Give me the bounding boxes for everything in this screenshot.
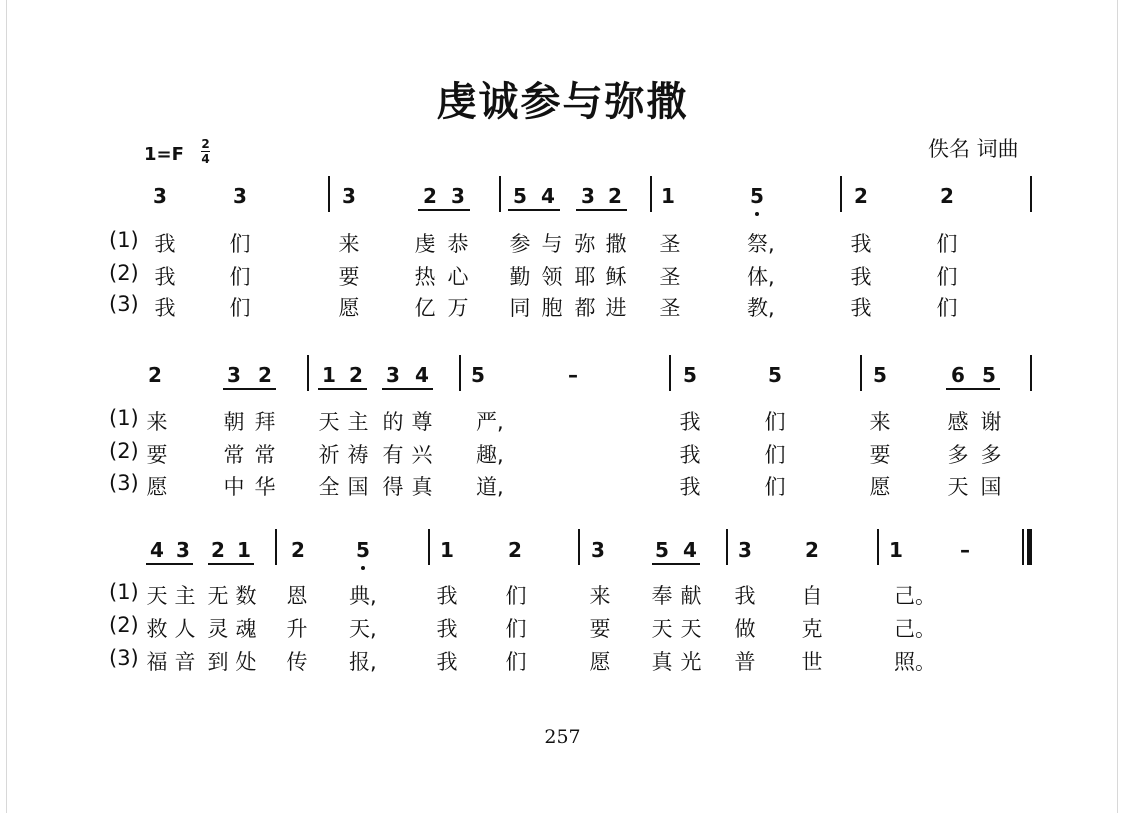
barline xyxy=(726,529,728,565)
lyric-syllable: 主 xyxy=(174,584,196,608)
lyric-syllable: 领 xyxy=(541,265,563,289)
barline xyxy=(428,529,430,565)
lyric-syllable: 献 xyxy=(680,584,702,608)
barline xyxy=(860,355,862,391)
lyric-syllable: 心 xyxy=(447,265,469,289)
eighth-note-underline xyxy=(208,563,254,565)
lyric-syllable: 撒 xyxy=(605,232,627,256)
note: 3 xyxy=(227,363,241,387)
verse-number: (3) xyxy=(109,471,139,495)
time-signature-top: 2 xyxy=(201,137,210,151)
lyric-syllable: 我 xyxy=(850,232,872,256)
eighth-note-underline xyxy=(418,209,470,211)
lyric-syllable: 天 xyxy=(680,617,702,641)
lyric-syllable: 祭, xyxy=(747,232,775,256)
lyric-syllable: 主 xyxy=(347,410,369,434)
lyric-syllable: 我 xyxy=(154,296,176,320)
lyric-syllable: 朝 xyxy=(223,410,245,434)
final-barline-thin xyxy=(1022,529,1024,565)
lyric-syllable: 感 xyxy=(947,410,969,434)
lyric-syllable: 亿 xyxy=(414,296,436,320)
lyric-syllable: 尊 xyxy=(411,410,433,434)
note: 1 xyxy=(661,184,675,208)
barline xyxy=(669,355,671,391)
lyric-syllable: 灵 xyxy=(207,617,229,641)
lyric-syllable: 到 xyxy=(207,650,229,674)
lyric-syllable: 恭 xyxy=(447,232,469,256)
lyric-syllable: 与 xyxy=(541,232,563,256)
lyric-syllable: 传 xyxy=(286,650,308,674)
song-title: 虔诚参与弥撒 xyxy=(436,79,689,125)
lyric-syllable: 我 xyxy=(679,475,701,499)
lyric-syllable: 全 xyxy=(318,475,340,499)
note: 3 xyxy=(738,538,752,562)
lyric-syllable: 们 xyxy=(229,232,251,256)
note: 1 xyxy=(237,538,251,562)
lyric-syllable: 奉 xyxy=(651,584,673,608)
lyric-syllable: 们 xyxy=(229,296,251,320)
lyric-syllable: 弥 xyxy=(574,232,596,256)
barline xyxy=(578,529,580,565)
page-number: 257 xyxy=(544,726,581,748)
verse-number: (3) xyxy=(109,646,139,670)
lyric-syllable: 教, xyxy=(747,296,775,320)
final-barline-thick xyxy=(1027,529,1032,565)
note: 5 xyxy=(513,184,527,208)
note: 2 xyxy=(291,538,305,562)
note: – xyxy=(960,538,970,562)
note: 4 xyxy=(415,363,429,387)
time-signature-bottom: 4 xyxy=(201,152,210,166)
note: 6 xyxy=(951,363,965,387)
lyric-syllable: 兴 xyxy=(411,443,433,467)
lyric-syllable: 真 xyxy=(651,650,673,674)
barline xyxy=(650,176,652,212)
lyric-syllable: 我 xyxy=(850,265,872,289)
verse-number: (3) xyxy=(109,292,139,316)
lyric-syllable: 来 xyxy=(589,584,611,608)
lyric-syllable: 我 xyxy=(154,232,176,256)
lyric-syllable: 常 xyxy=(254,443,276,467)
lyric-syllable: 得 xyxy=(382,475,404,499)
lyric-syllable: 光 xyxy=(680,650,702,674)
lyric-syllable: 报, xyxy=(349,650,377,674)
verse-number: (1) xyxy=(109,406,139,430)
lyric-syllable: 国 xyxy=(347,475,369,499)
key-signature: 1=F xyxy=(144,144,184,165)
lyric-syllable: 胞 xyxy=(541,296,563,320)
lyric-syllable: 愿 xyxy=(146,475,168,499)
lyric-syllable: 己。 xyxy=(894,584,936,608)
time-signature xyxy=(201,138,210,165)
lyric-syllable: 要 xyxy=(146,443,168,467)
lyric-syllable: 来 xyxy=(338,232,360,256)
eighth-note-underline xyxy=(223,388,276,390)
lyric-syllable: 多 xyxy=(947,443,969,467)
lyric-syllable: 祈 xyxy=(318,443,340,467)
lyric-syllable: 我 xyxy=(734,584,756,608)
note: 5 xyxy=(356,538,370,562)
lyric-syllable: 天 xyxy=(947,475,969,499)
eighth-note-underline xyxy=(382,388,433,390)
note: – xyxy=(568,363,578,387)
lyric-syllable: 同 xyxy=(509,296,531,320)
lyric-syllable: 有 xyxy=(382,443,404,467)
lyric-syllable: 魂 xyxy=(235,617,257,641)
lyric-syllable: 恩 xyxy=(286,584,308,608)
note: 1 xyxy=(440,538,454,562)
lyric-syllable: 虔 xyxy=(414,232,436,256)
lyric-syllable: 愿 xyxy=(869,475,891,499)
lyric-syllable: 要 xyxy=(869,443,891,467)
note: 2 xyxy=(854,184,868,208)
note: 3 xyxy=(342,184,356,208)
note: 2 xyxy=(148,363,162,387)
barline xyxy=(840,176,842,212)
lyric-syllable: 天 xyxy=(651,617,673,641)
note: 5 xyxy=(471,363,485,387)
lyric-syllable: 我 xyxy=(436,650,458,674)
lyric-syllable: 典, xyxy=(349,584,377,608)
lyric-syllable: 我 xyxy=(436,584,458,608)
lyric-syllable: 真 xyxy=(411,475,433,499)
note: 3 xyxy=(591,538,605,562)
note: 5 xyxy=(750,184,764,208)
eighth-note-underline xyxy=(576,209,627,211)
note: 5 xyxy=(768,363,782,387)
note: 3 xyxy=(386,363,400,387)
barline xyxy=(275,529,277,565)
note: 3 xyxy=(451,184,465,208)
barline xyxy=(877,529,879,565)
note: 2 xyxy=(211,538,225,562)
lyric-syllable: 处 xyxy=(235,650,257,674)
lyric-syllable: 自 xyxy=(801,584,823,608)
lyric-syllable: 做 xyxy=(734,617,756,641)
barline xyxy=(328,176,330,212)
note: 1 xyxy=(322,363,336,387)
lyric-syllable: 世 xyxy=(801,650,823,674)
verse-number: (2) xyxy=(109,613,139,637)
lyric-syllable: 趣, xyxy=(476,443,504,467)
lyric-syllable: 我 xyxy=(154,265,176,289)
composer-credit: 佚名 词曲 xyxy=(928,137,1019,161)
note: 2 xyxy=(508,538,522,562)
verse-number: (1) xyxy=(109,580,139,604)
lyric-syllable: 数 xyxy=(235,584,257,608)
lyric-syllable: 无 xyxy=(207,584,229,608)
lyric-syllable: 热 xyxy=(414,265,436,289)
lyric-syllable: 我 xyxy=(436,617,458,641)
lyric-syllable: 们 xyxy=(505,584,527,608)
lyric-syllable: 万 xyxy=(447,296,469,320)
note: 1 xyxy=(889,538,903,562)
barline xyxy=(1030,176,1032,212)
barline xyxy=(459,355,461,391)
note: 5 xyxy=(982,363,996,387)
lyric-syllable: 天 xyxy=(146,584,168,608)
lyric-syllable: 普 xyxy=(734,650,756,674)
lyric-syllable: 福 xyxy=(146,650,168,674)
barline xyxy=(499,176,501,212)
note: 2 xyxy=(608,184,622,208)
lyric-syllable: 多 xyxy=(980,443,1002,467)
lyric-syllable: 们 xyxy=(936,296,958,320)
verse-number: (2) xyxy=(109,439,139,463)
lyric-syllable: 们 xyxy=(505,650,527,674)
lyric-syllable: 道, xyxy=(476,475,504,499)
verse-number: (2) xyxy=(109,261,139,285)
lyric-syllable: 华 xyxy=(254,475,276,499)
lyric-syllable: 我 xyxy=(679,443,701,467)
lyric-syllable: 耶 xyxy=(574,265,596,289)
lyric-syllable: 们 xyxy=(229,265,251,289)
note: 2 xyxy=(423,184,437,208)
lyric-syllable: 愿 xyxy=(589,650,611,674)
note: 5 xyxy=(873,363,887,387)
lyric-syllable: 来 xyxy=(869,410,891,434)
lyric-syllable: 勤 xyxy=(509,265,531,289)
lyric-syllable: 常 xyxy=(223,443,245,467)
lyric-syllable: 克 xyxy=(801,617,823,641)
lyric-syllable: 国 xyxy=(980,475,1002,499)
eighth-note-underline xyxy=(652,563,700,565)
note: 4 xyxy=(541,184,555,208)
eighth-note-underline xyxy=(146,563,193,565)
lyric-syllable: 人 xyxy=(174,617,196,641)
note: 3 xyxy=(581,184,595,208)
octave-dot-below xyxy=(361,566,365,570)
barline xyxy=(1030,355,1032,391)
eighth-note-underline xyxy=(318,388,367,390)
note: 5 xyxy=(655,538,669,562)
lyric-syllable: 要 xyxy=(589,617,611,641)
octave-dot-below xyxy=(755,212,759,216)
note: 2 xyxy=(349,363,363,387)
lyric-syllable: 我 xyxy=(850,296,872,320)
lyric-syllable: 都 xyxy=(574,296,596,320)
lyric-syllable: 进 xyxy=(605,296,627,320)
note: 2 xyxy=(940,184,954,208)
lyric-syllable: 己。 xyxy=(894,617,936,641)
lyric-syllable: 我 xyxy=(679,410,701,434)
lyric-syllable: 们 xyxy=(764,475,786,499)
lyric-syllable: 们 xyxy=(764,410,786,434)
eighth-note-underline xyxy=(946,388,1000,390)
lyric-syllable: 圣 xyxy=(659,232,681,256)
lyric-syllable: 天, xyxy=(349,617,377,641)
note: 4 xyxy=(683,538,697,562)
lyric-syllable: 祷 xyxy=(347,443,369,467)
lyric-syllable: 们 xyxy=(936,265,958,289)
eighth-note-underline xyxy=(508,209,560,211)
lyric-syllable: 严, xyxy=(476,410,504,434)
lyric-syllable: 拜 xyxy=(254,410,276,434)
lyric-syllable: 照。 xyxy=(894,650,936,674)
note: 3 xyxy=(153,184,167,208)
lyric-syllable: 参 xyxy=(509,232,531,256)
lyric-syllable: 天 xyxy=(318,410,340,434)
note: 5 xyxy=(683,363,697,387)
lyric-syllable: 来 xyxy=(146,410,168,434)
lyric-syllable: 升 xyxy=(286,617,308,641)
lyric-syllable: 们 xyxy=(764,443,786,467)
note: 2 xyxy=(258,363,272,387)
barline xyxy=(307,355,309,391)
lyric-syllable: 们 xyxy=(505,617,527,641)
lyric-syllable: 要 xyxy=(338,265,360,289)
note: 3 xyxy=(176,538,190,562)
lyric-syllable: 谢 xyxy=(980,410,1002,434)
lyric-syllable: 圣 xyxy=(659,265,681,289)
lyric-syllable: 的 xyxy=(382,410,404,434)
lyric-syllable: 中 xyxy=(223,475,245,499)
lyric-syllable: 愿 xyxy=(338,296,360,320)
lyric-syllable: 稣 xyxy=(605,265,627,289)
lyric-syllable: 圣 xyxy=(659,296,681,320)
lyric-syllable: 救 xyxy=(146,617,168,641)
lyric-syllable: 们 xyxy=(936,232,958,256)
note: 4 xyxy=(150,538,164,562)
note: 3 xyxy=(233,184,247,208)
lyric-syllable: 音 xyxy=(174,650,196,674)
note: 2 xyxy=(805,538,819,562)
lyric-syllable: 体, xyxy=(747,265,775,289)
verse-number: (1) xyxy=(109,228,139,252)
